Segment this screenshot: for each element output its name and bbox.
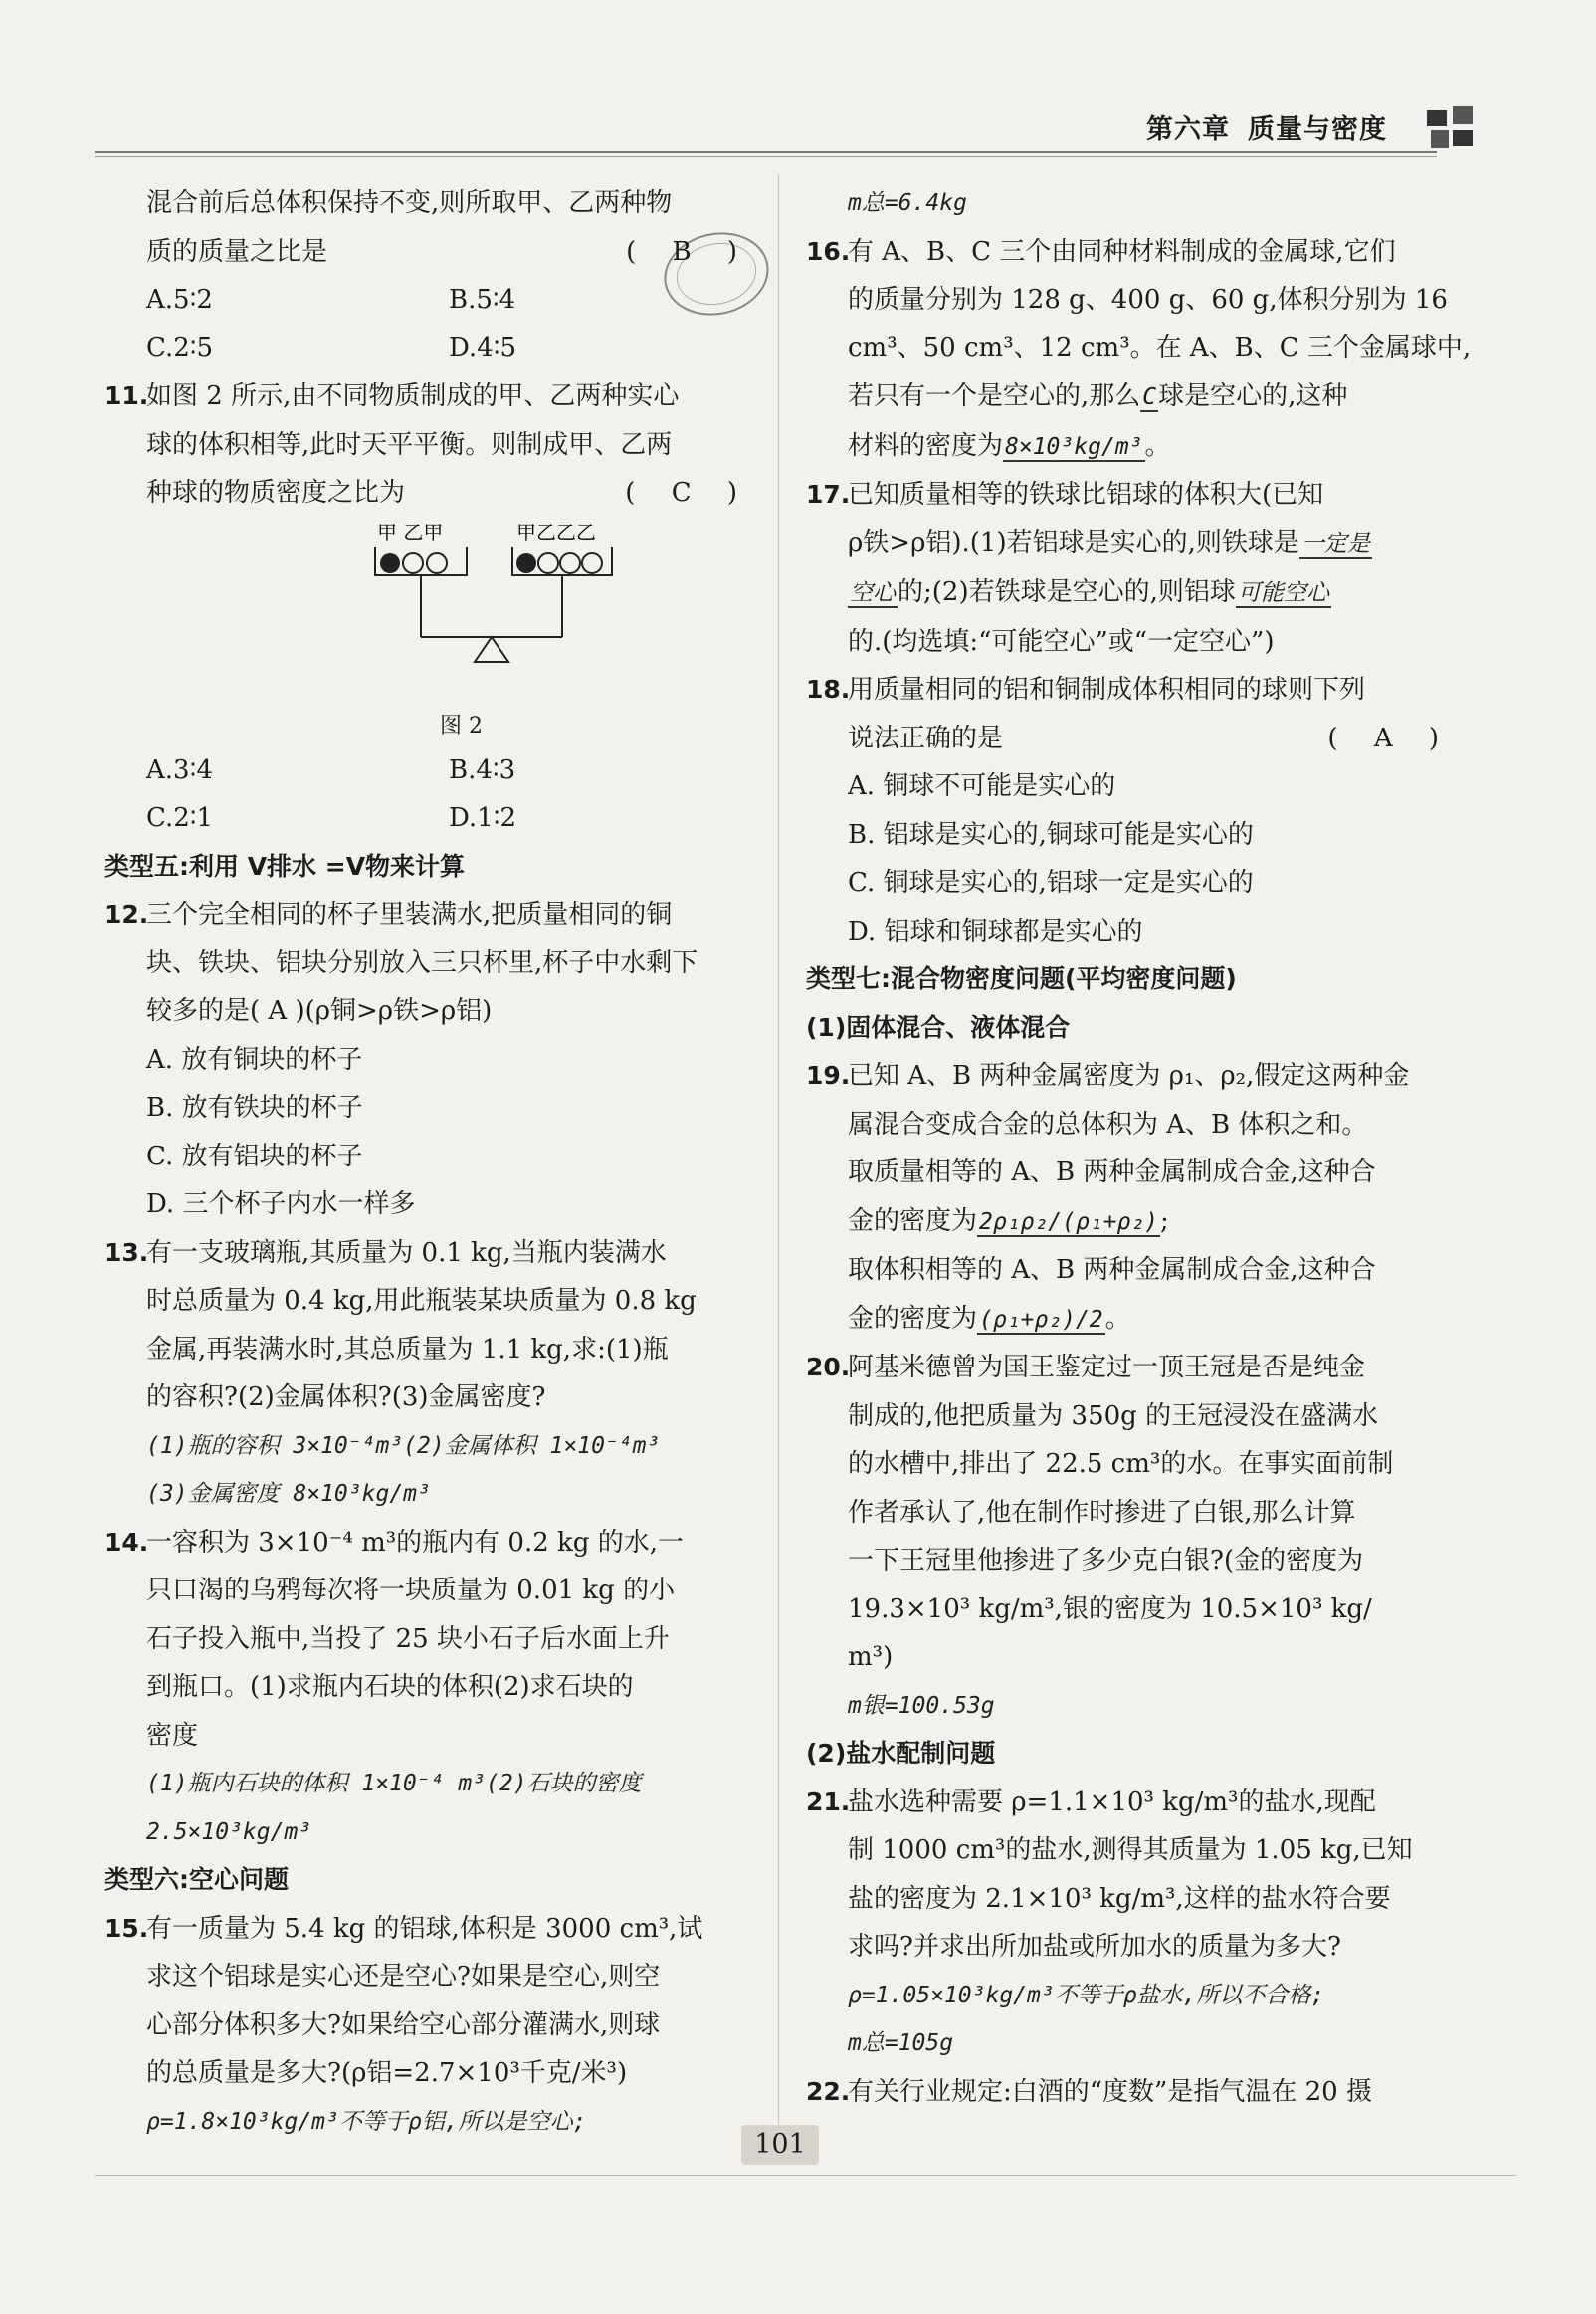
- q20-line: m³): [848, 1642, 894, 1672]
- q15-line: 求这个铝球是实心还是空心?如果是空心,则空: [146, 1962, 661, 1992]
- q12-line: 块、铁块、铝块分别放入三只杯里,杯子中水剩下: [146, 947, 698, 978]
- q16-line: [806, 228, 1453, 277]
- q11-options-row: [104, 794, 751, 843]
- q22-text: 有关行业规定:白酒的“度数”是指气温在 20 摄: [848, 2076, 1372, 2107]
- q15-line: [104, 1905, 751, 1954]
- q18-option: B. 铝球是实心的,铜球可能是实心的: [848, 819, 1254, 850]
- q17-text: ρ铁>ρ铝).(1)若铝球是实心的,则铁球是: [848, 527, 1299, 558]
- q20-line: 制成的,他把质量为 350g 的王冠浸没在盛满水: [848, 1400, 1379, 1431]
- q15-handwritten-answer-cont: m总=6.4kg: [848, 190, 967, 216]
- q11-text: 如图 2 所示,由不同物质制成的甲、乙两种实心: [146, 381, 680, 411]
- q21-handwritten-answer: ρ=1.05×10³kg/m³不等于ρ盐水,所以不合格;: [848, 1982, 1325, 2008]
- q15-line: 心部分体积多大?如果给空心部分灌满水,则球: [146, 2009, 661, 2040]
- q10-options-row: [104, 276, 751, 324]
- q14-handwritten-answer: (1)瓶内石块的体积 1×10⁻⁴ m³(2)石块的密度: [146, 1771, 642, 1796]
- q10-options-row: [104, 324, 751, 373]
- q16-line: 的质量分别为 128 g、400 g、60 g,体积分别为 16: [848, 285, 1448, 315]
- option: B.4∶3: [449, 754, 516, 785]
- q20-line: [806, 1344, 1453, 1392]
- q16-text: 。: [1144, 430, 1171, 461]
- q15-line: 的总质量是多大?(ρ铝=2.7×10³千克/米³): [146, 2058, 628, 2088]
- q14-line: 石子投入瓶中,当投了 25 块小石子后水面上升: [146, 1623, 670, 1654]
- q16-line: [806, 422, 1453, 472]
- q16-text: 材料的密度为: [848, 430, 1004, 461]
- q20-line: 的水槽中,排出了 22.5 cm³的水。在事实面前制: [848, 1449, 1394, 1479]
- q16-blank-answer: C: [1142, 384, 1157, 410]
- q17-blank-answer: 一定是: [1300, 530, 1370, 557]
- q11-line: 球的体积相等,此时天平平衡。则制成甲、乙两: [146, 429, 673, 460]
- q16-number: 16.: [806, 236, 851, 266]
- q20-line: 一下王冠里他掺进了多少克白银?(金的密度为: [848, 1546, 1364, 1576]
- q21-number: 21.: [806, 1787, 851, 1816]
- q12-option: C. 放有铝块的杯子: [146, 1141, 363, 1171]
- q13-line: [104, 1229, 751, 1278]
- q19-line: [806, 1197, 1453, 1247]
- q20-text: 阿基米德曾为国王鉴定过一顶王冠是否是纯金: [848, 1353, 1366, 1382]
- q21-line: 盐的密度为 2.1×10³ kg/m³,这样的盐水符合要: [848, 1883, 1391, 1914]
- left-column: [104, 179, 751, 2146]
- q18-number: 18.: [806, 675, 851, 704]
- q19-blank-answer: (ρ₁+ρ₂)/2: [979, 1306, 1103, 1333]
- q22-line: [806, 2068, 1453, 2117]
- q18-line: [806, 666, 1453, 715]
- q10-answer: ( B ): [626, 236, 751, 267]
- q11-answer: ( C ): [625, 478, 751, 508]
- q14-line: 密度: [146, 1720, 199, 1751]
- subsection-title-brine: (2)盐水配制问题: [806, 1739, 996, 1768]
- option: D.4∶5: [449, 332, 517, 363]
- q21-handwritten-answer: m总=105g: [848, 2030, 954, 2056]
- q11-line: [104, 372, 751, 421]
- q18-text: 用质量相同的铝和铜制成体积相同的球则下列: [848, 675, 1366, 705]
- q17-blank-answer: 空心: [850, 580, 896, 606]
- q19-line: [806, 1295, 1453, 1345]
- q19-text: 已知 A、B 两种金属密度为 ρ₁、ρ₂,假定这两种金: [848, 1061, 1410, 1091]
- q14-text: 一容积为 3×10⁻⁴ m³的瓶内有 0.2 kg 的水,一: [146, 1527, 684, 1558]
- q17-line: [806, 520, 1453, 569]
- q16-text: 球是空心的,这种: [1158, 381, 1348, 411]
- q18-option: A. 铜球不可能是实心的: [848, 771, 1116, 801]
- option: C.2∶5: [146, 332, 214, 363]
- q19-text: 金的密度为: [848, 1303, 978, 1334]
- section-title-type7: 类型七:混合物密度问题(平均密度问题): [806, 964, 1237, 993]
- q10-line: 混合前后总体积保持不变,则所取甲、乙两种物: [146, 188, 673, 218]
- balance-scale-diagram: [146, 518, 743, 707]
- subsection-title-mixture: (1)固体混合、液体混合: [806, 1012, 1071, 1042]
- q17-blank-answer: 可能空心: [1237, 580, 1329, 606]
- q14-line: [104, 1519, 751, 1568]
- q18-option: D. 铝球和铜球都是实心的: [848, 916, 1143, 947]
- q13-number: 13.: [104, 1237, 149, 1267]
- section-title-type5: 类型五:利用 V排水 =V物来计算: [104, 851, 466, 881]
- q19-line: 取体积相等的 A、B 两种金属制成合金,这种合: [848, 1255, 1376, 1285]
- q17-number: 17.: [806, 480, 851, 509]
- option: D.1∶2: [449, 803, 517, 833]
- page-number: 101: [741, 2125, 819, 2165]
- q19-line: 属混合变成合金的总体积为 A、B 体积之和。: [848, 1109, 1368, 1140]
- q20-line: 作者承认了,他在制作时掺进了白银,那么计算: [848, 1497, 1356, 1528]
- fig-left-label: 甲 乙甲: [377, 520, 444, 544]
- footer-rule: [95, 2175, 1516, 2176]
- q11-number: 11.: [104, 381, 149, 410]
- q18-option: C. 铜球是实心的,铝球一定是实心的: [848, 868, 1254, 898]
- q13-line: 金属,再装满水时,其总质量为 1.1 kg,求:(1)瓶: [146, 1334, 669, 1365]
- header-rule-thin: [95, 156, 1437, 157]
- q12-option: A. 放有铜块的杯子: [146, 1044, 363, 1075]
- q19-blank-answer: 2ρ₁ρ₂/(ρ₁+ρ₂): [979, 1208, 1159, 1235]
- q10-text: 质的质量之比是: [146, 236, 328, 267]
- q11-text: 种球的物质密度之比为: [146, 478, 406, 508]
- q12-number: 12.: [104, 900, 149, 929]
- q17-text: 已知质量相等的铁球比铝球的体积大(已知: [848, 480, 1324, 510]
- q14-line: 到瓶口。(1)求瓶内石块的体积(2)求石块的: [146, 1672, 634, 1702]
- q17-text: 的;(2)若铁球是空心的,则铝球: [898, 577, 1236, 607]
- option: A.3∶4: [146, 754, 213, 785]
- q16-text: 有 A、B、C 三个由同种材料制成的金属球,它们: [848, 236, 1396, 267]
- q22-number: 22.: [806, 2076, 851, 2106]
- header-rule: [95, 151, 1437, 153]
- chapter-title: [1128, 107, 1387, 146]
- q19-line: [806, 1052, 1453, 1101]
- chapter-name: 质量与密度: [1248, 114, 1387, 145]
- q11-line: [104, 469, 751, 518]
- figure-caption: 图 2: [440, 713, 483, 738]
- option: A.5∶2: [146, 285, 213, 315]
- q14-line: 只口渴的乌鸦每次将一块质量为 0.01 kg 的小: [146, 1576, 676, 1605]
- page-header: [95, 100, 1516, 159]
- q12-option: B. 放有铁块的杯子: [146, 1093, 363, 1123]
- q17-line: [806, 471, 1453, 520]
- q21-line: [806, 1779, 1453, 1827]
- column-divider: [778, 174, 779, 2165]
- q18-answer: ( A ): [1327, 723, 1453, 753]
- fig-right-label: 甲乙乙乙: [516, 520, 596, 544]
- q16-line: [806, 372, 1453, 422]
- q19-text: ;: [1160, 1205, 1169, 1236]
- q13-handwritten-answer: (3)金属密度 8×10³kg/m³: [146, 1481, 431, 1507]
- q17-line: 的.(均选填:“可能空心”或“一定空心”): [848, 626, 1275, 657]
- q17-line: [806, 568, 1453, 618]
- q19-text: 。: [1104, 1303, 1131, 1334]
- option: C.2∶1: [146, 803, 214, 833]
- q21-text: 盐水选种需要 ρ=1.1×10³ kg/m³的盐水,现配: [848, 1787, 1376, 1817]
- q14-number: 14.: [104, 1527, 149, 1557]
- q16-line: cm³、50 cm³、12 cm³。在 A、B、C 三个金属球中,: [848, 332, 1472, 363]
- q20-line: 19.3×10³ kg/m³,银的密度为 10.5×10³ kg/: [848, 1593, 1372, 1624]
- q12-line: [104, 891, 751, 940]
- q21-line: 制 1000 cm³的盐水,测得其质量为 1.05 kg,已知: [848, 1835, 1413, 1865]
- q12-option: D. 三个杯子内水一样多: [146, 1189, 416, 1219]
- option: B.5∶4: [449, 285, 516, 315]
- q12-text: 三个完全相同的杯子里装满水,把质量相同的铜: [146, 900, 673, 930]
- q15-text: 有一质量为 5.4 kg 的铝球,体积是 3000 cm³,试: [146, 1913, 703, 1944]
- q13-text: 有一支玻璃瓶,其质量为 0.1 kg,当瓶内装满水: [146, 1237, 667, 1268]
- section-title-type6: 类型六:空心问题: [104, 1865, 289, 1894]
- chapter-number: 第六章: [1146, 114, 1230, 145]
- q16-blank-answer: 8×10³kg/m³: [1005, 433, 1143, 460]
- q19-text: 金的密度为: [848, 1205, 978, 1236]
- q14-handwritten-answer: 2.5×10³kg/m³: [146, 1818, 312, 1845]
- q19-number: 19.: [806, 1061, 851, 1090]
- q20-number: 20.: [806, 1353, 851, 1381]
- q11-options-row: [104, 746, 751, 795]
- right-column: [806, 179, 1472, 2116]
- q12-line: 较多的是( A )(ρ铜>ρ铁>ρ铝): [146, 996, 493, 1026]
- book-logo-icon: [1425, 105, 1477, 152]
- q10-line: [104, 228, 751, 277]
- q18-line: [806, 715, 1453, 763]
- q19-line: 取质量相等的 A、B 两种金属制成合金,这种合: [848, 1157, 1376, 1187]
- q15-handwritten-answer: ρ=1.8×10³kg/m³不等于ρ铝,所以是空心;: [146, 2108, 587, 2135]
- q13-line: 时总质量为 0.4 kg,用此瓶装某块质量为 0.8 kg: [146, 1286, 697, 1316]
- q15-number: 15.: [104, 1913, 149, 1943]
- q20-handwritten-answer: m银=100.53g: [848, 1692, 995, 1719]
- q16-text: 若只有一个是空心的,那么: [848, 381, 1141, 411]
- balance-figure: [146, 518, 751, 746]
- q13-line: 的容积?(2)金属体积?(3)金属密度?: [146, 1382, 546, 1412]
- q21-line: 求吗?并求出所加盐或所加水的质量为多大?: [848, 1932, 1341, 1962]
- q13-handwritten-answer: (1)瓶的容积 3×10⁻⁴m³(2)金属体积 1×10⁻⁴m³: [146, 1432, 661, 1459]
- q18-text: 说法正确的是: [848, 723, 1004, 753]
